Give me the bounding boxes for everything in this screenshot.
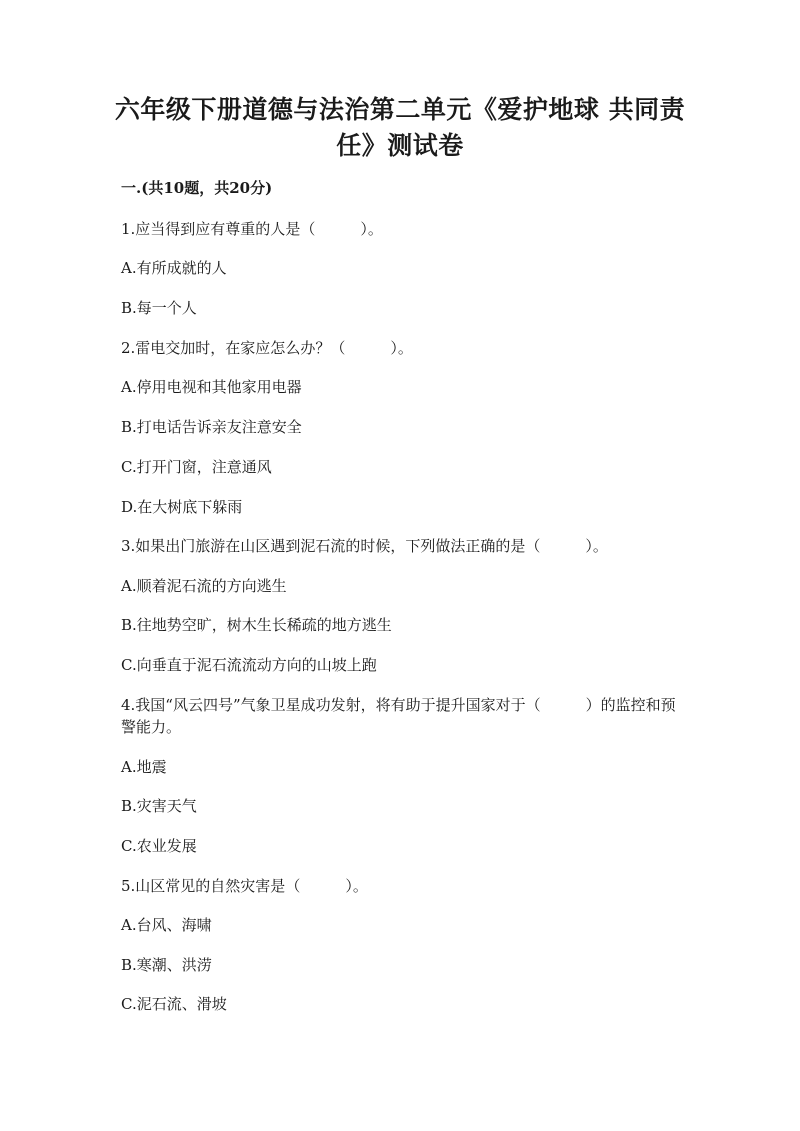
question-4-option-c: C.农业发展 bbox=[121, 837, 197, 855]
question-3-option-b: B.往地势空旷，树木生长稀疏的地方逃生 bbox=[121, 616, 392, 634]
question-2-option-b: B.打电话告诉亲友注意安全 bbox=[121, 418, 302, 436]
question-4-option-a: A.地震 bbox=[121, 758, 167, 776]
question-5-stem: 5.山区常见的自然灾害是（ ）。 bbox=[121, 877, 368, 895]
question-5-option-b: B.寒潮、洪涝 bbox=[121, 956, 212, 974]
question-4-stem: 4.我国“风云四号”气象卫星成功发射，将有助于提升国家对于（ ）的监控和预警能力。 bbox=[121, 696, 676, 736]
question-2-option-d: D.在大树底下躲雨 bbox=[121, 498, 243, 516]
question-2-option-a: A.停用电视和其他家用电器 bbox=[121, 378, 302, 396]
question-3-option-c: C.向垂直于泥石流流动方向的山坡上跑 bbox=[121, 656, 377, 674]
question-1-option-a: A.有所成就的人 bbox=[121, 259, 227, 277]
question-5-option-c: C.泥石流、滑坡 bbox=[121, 995, 227, 1013]
document-title: 六年级下册道德与法治第二单元《爱护地球 共同责任》测试卷 bbox=[114, 95, 686, 160]
question-4-option-b: B.灾害天气 bbox=[121, 797, 197, 815]
question-2-option-c: C.打开门窗，注意通风 bbox=[121, 458, 272, 476]
question-1-option-b: B.每一个人 bbox=[121, 299, 197, 317]
section-heading: 一.(共10题，共20分) bbox=[121, 179, 273, 197]
question-5-option-a: A.台风、海啸 bbox=[121, 916, 212, 934]
question-1-stem: 1.应当得到应有尊重的人是（ ）。 bbox=[121, 220, 383, 238]
question-3-stem: 3.如果出门旅游在山区遇到泥石流的时候，下列做法正确的是（ ）。 bbox=[121, 537, 608, 555]
question-2-stem: 2.雷电交加时，在家应怎么办？（ ）。 bbox=[121, 339, 413, 357]
question-3-option-a: A.顺着泥石流的方向逃生 bbox=[121, 577, 287, 595]
